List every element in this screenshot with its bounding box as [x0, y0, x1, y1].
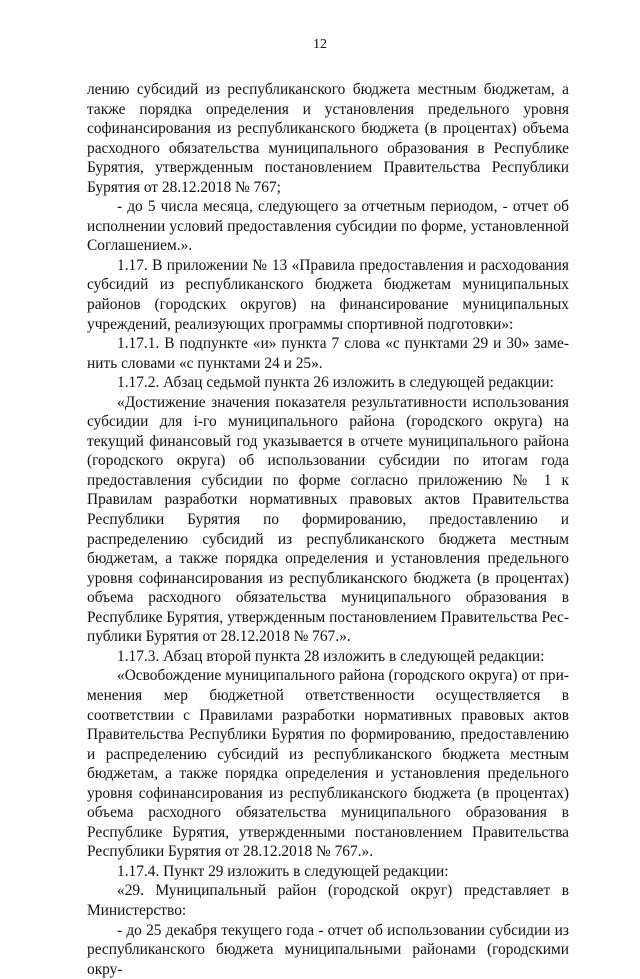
paragraph-7: 1.17.3. Абзац второй пункта 28 изложить в следующей редакции: — [117, 647, 545, 665]
paragraph-8: «Освобождение муниципального района (городского округа) от применения мер бюджетной ответственности осуществляется в соответствии с Правилами разработки нормативных правовых актов Правительства Республики Бурятия по формированию, предоставлению и распределению субсидий из республиканского бюджета местным бюджетам, а также порядка определения и установления предельного уровня софинансирования из республиканского бюджета (в процентах) объема расходного обязательства муниципального образования в Республике Бурятия, утвержденными постановлением Правительства Республики Бурятия от 28.12.2018 № 767.». — [87, 667, 569, 861]
paragraph-2: - до 5 числа месяца, следующего за отчетным периодом, - отчет об исполнении условий предоставления субсидии по форме, установленной Соглашением.». — [87, 198, 569, 255]
paragraph-1: лению субсидий из республиканского бюджета местным бюджетам, а также порядка определения и установления предельного уровня софинансирования из республиканского бюджета (в процентах) объема расходного обязательства муниципального образования в Республике Бурятия, утвержденным постановлением Правительства Республики Бурятия от 28.12.2018 № 767; — [87, 81, 569, 196]
page-number: 12 — [313, 37, 327, 52]
paragraph-11: - до 25 декабря текущего года - отчет об использовании субсидии из республиканского бюджета муниципальными районами (городскими окру- — [87, 921, 569, 978]
paragraph-10: «29. Муниципальный район (городской округ) представляет в Министерство: — [87, 882, 569, 919]
document-body — [87, 80, 569, 979]
paragraph-4: 1.17.1. В подпункте «и» пункта 7 слова «с пунктами 29 и 30» заменить словами «с пунктами 24 и 25». — [87, 335, 569, 372]
paragraph-3: 1.17. В приложении № 13 «Правила предоставления и расходования субсидий из республиканского бюджета бюджетам муниципальных районов (городских округов) на финансирование муниципальных учреждений, реализующих программы спортивной подготовки»: — [87, 256, 569, 333]
paragraph-6: «Достижение значения показателя результативности использования субсидии для i-го муниципального района (городского округа) на текущий финансовый год указывается в отчете муниципального района (городского округа) об использовании субсидии по итогам года предоставления субсидии по форме согласно приложению № 1 к Правилам разработки нормативных правовых актов Правительства Республики Бурятия по формированию, предоставлению и распределению субсидий из республиканского бюджета местным бюджетам, а также порядка определения и установления предельного уровня софинансирования из республиканского бюджета (в процентах) объема расходного обязательства муниципального образования в Республике Бурятия, утвержденным постановлением Правительства Республики Бурятия от 28.12.2018 № 767.». — [87, 393, 569, 646]
paragraph-9: 1.17.4. Пункт 29 изложить в следующей редакции: — [117, 862, 449, 880]
paragraph-5: 1.17.2. Абзац седьмой пункта 26 изложить в следующей редакции: — [117, 374, 554, 392]
